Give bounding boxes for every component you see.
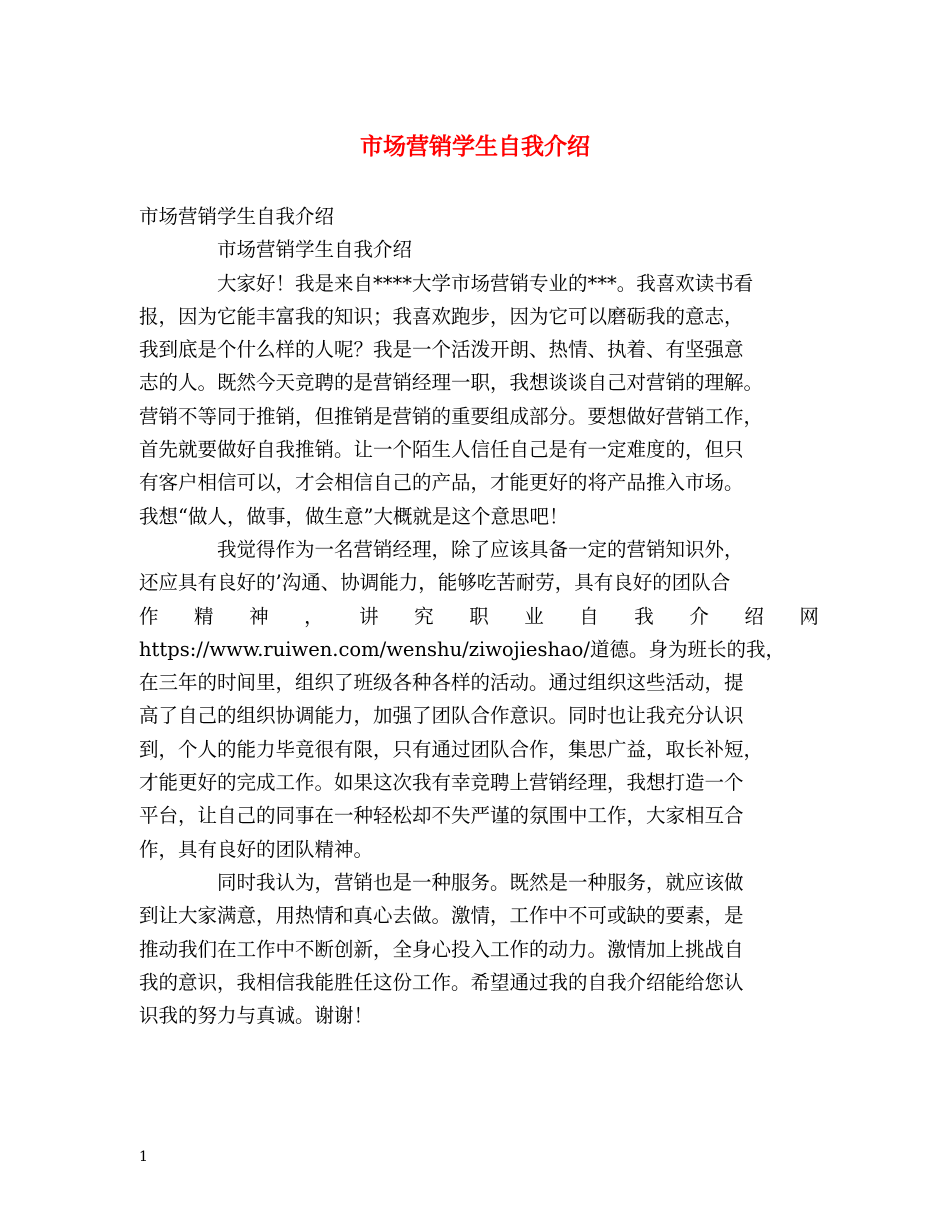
paragraph-1: [139, 267, 819, 533]
spread-char: ，: [304, 604, 324, 628]
paragraph-line: 到，个人的能力毕竟很有限，只有通过团队合作，集思广益，取长补短，: [139, 737, 764, 761]
spread-char: 讲: [359, 604, 379, 628]
paragraph-line: 首先就要做好自我推销。让一个陌生人信任自己是有一定难度的，但只: [139, 438, 744, 462]
spread-char: 网: [799, 604, 819, 628]
spread-char: 神: [249, 604, 269, 628]
paragraph-line: 高了自己的组织协调能力，加强了团队合作意识。同时也让我充分认识: [139, 704, 744, 728]
spread-char: 究: [414, 604, 434, 628]
document-heading: 市场营销学生自我介绍: [139, 205, 335, 228]
page-number: 1: [139, 1149, 148, 1165]
paragraph-2: [139, 533, 819, 866]
paragraph-line: 我想“做人，做事，做生意”大概就是这个意思吧！: [139, 504, 569, 528]
spread-char: 业: [524, 604, 544, 628]
paragraph-line: 同时我认为，营销也是一种服务。既然是一种服务，就应该做: [217, 870, 744, 894]
paragraph-3: [139, 866, 819, 1032]
paragraph-line: 推动我们在工作中不断创新，全身心投入工作的动力。激情加上挑战自: [139, 937, 744, 961]
paragraph-line: 到让大家满意，用热情和真心去做。激情，工作中不可或缺的要素，是: [139, 904, 744, 928]
paragraph-line: 我觉得作为一名营销经理，除了应该具备一定的营销知识外，: [217, 537, 744, 561]
paragraph-line: 营销不等同于推销，但推销是营销的重要组成部分。要想做好营销工作，: [139, 404, 764, 428]
justified-paragraph-line: [139, 600, 819, 633]
paragraph-line: 在三年的时间里，组织了班级各种各样的活动。通过组织这些活动，提: [139, 671, 744, 695]
spread-char: 绍: [744, 604, 764, 628]
spread-char: 作: [139, 604, 159, 628]
paragraph-line-url: https://www.ruiwen.com/wenshu/ziwojieshao/道德。身为班长的我，: [139, 637, 785, 661]
document-body: [139, 200, 819, 1032]
paragraph-line: 志的人。既然今天竞聘的是营销经理一职，我想谈谈自己对营销的理解。: [139, 371, 764, 395]
paragraph-line: 我的意识，我相信我能胜任这份工作。希望通过我的自我介绍能给您认: [139, 970, 744, 994]
paragraph-line: 才能更好的完成工作。如果这次我有幸竞聘上营销经理，我想打造一个: [139, 771, 744, 795]
document-subheading: 市场营销学生自我介绍: [217, 238, 413, 262]
spread-char: 精: [194, 604, 214, 628]
paragraph-line: 有客户相信可以，才会相信自己的产品，才能更好的将产品推入市场。: [139, 471, 744, 495]
page-title: 市场营销学生自我介绍: [360, 133, 590, 160]
spread-char: 我: [634, 604, 654, 628]
spread-char: 职: [469, 604, 489, 628]
spread-char: 自: [579, 604, 599, 628]
paragraph-line: 我到底是个什么样的人呢？我是一个活泼开朗、热情、执着、有坚强意: [139, 338, 744, 362]
paragraph-line: 作，具有良好的团队精神。: [139, 837, 374, 861]
paragraph-line: 平台，让自己的同事在一种轻松却不失严谨的氛围中工作，大家相互合: [139, 804, 744, 828]
paragraph-line: 报，因为它能丰富我的知识；我喜欢跑步，因为它可以磨砺我的意志，: [139, 304, 744, 328]
spread-char: 介: [689, 604, 709, 628]
paragraph-line: 还应具有良好的’沟通、协调能力，能够吃苦耐劳，具有良好的团队合: [139, 571, 731, 595]
paragraph-line: 识我的努力与真诚。谢谢！: [139, 1004, 374, 1028]
paragraph-line: 大家好！我是来自****大学市场营销专业的***。我喜欢读书看: [217, 271, 754, 295]
